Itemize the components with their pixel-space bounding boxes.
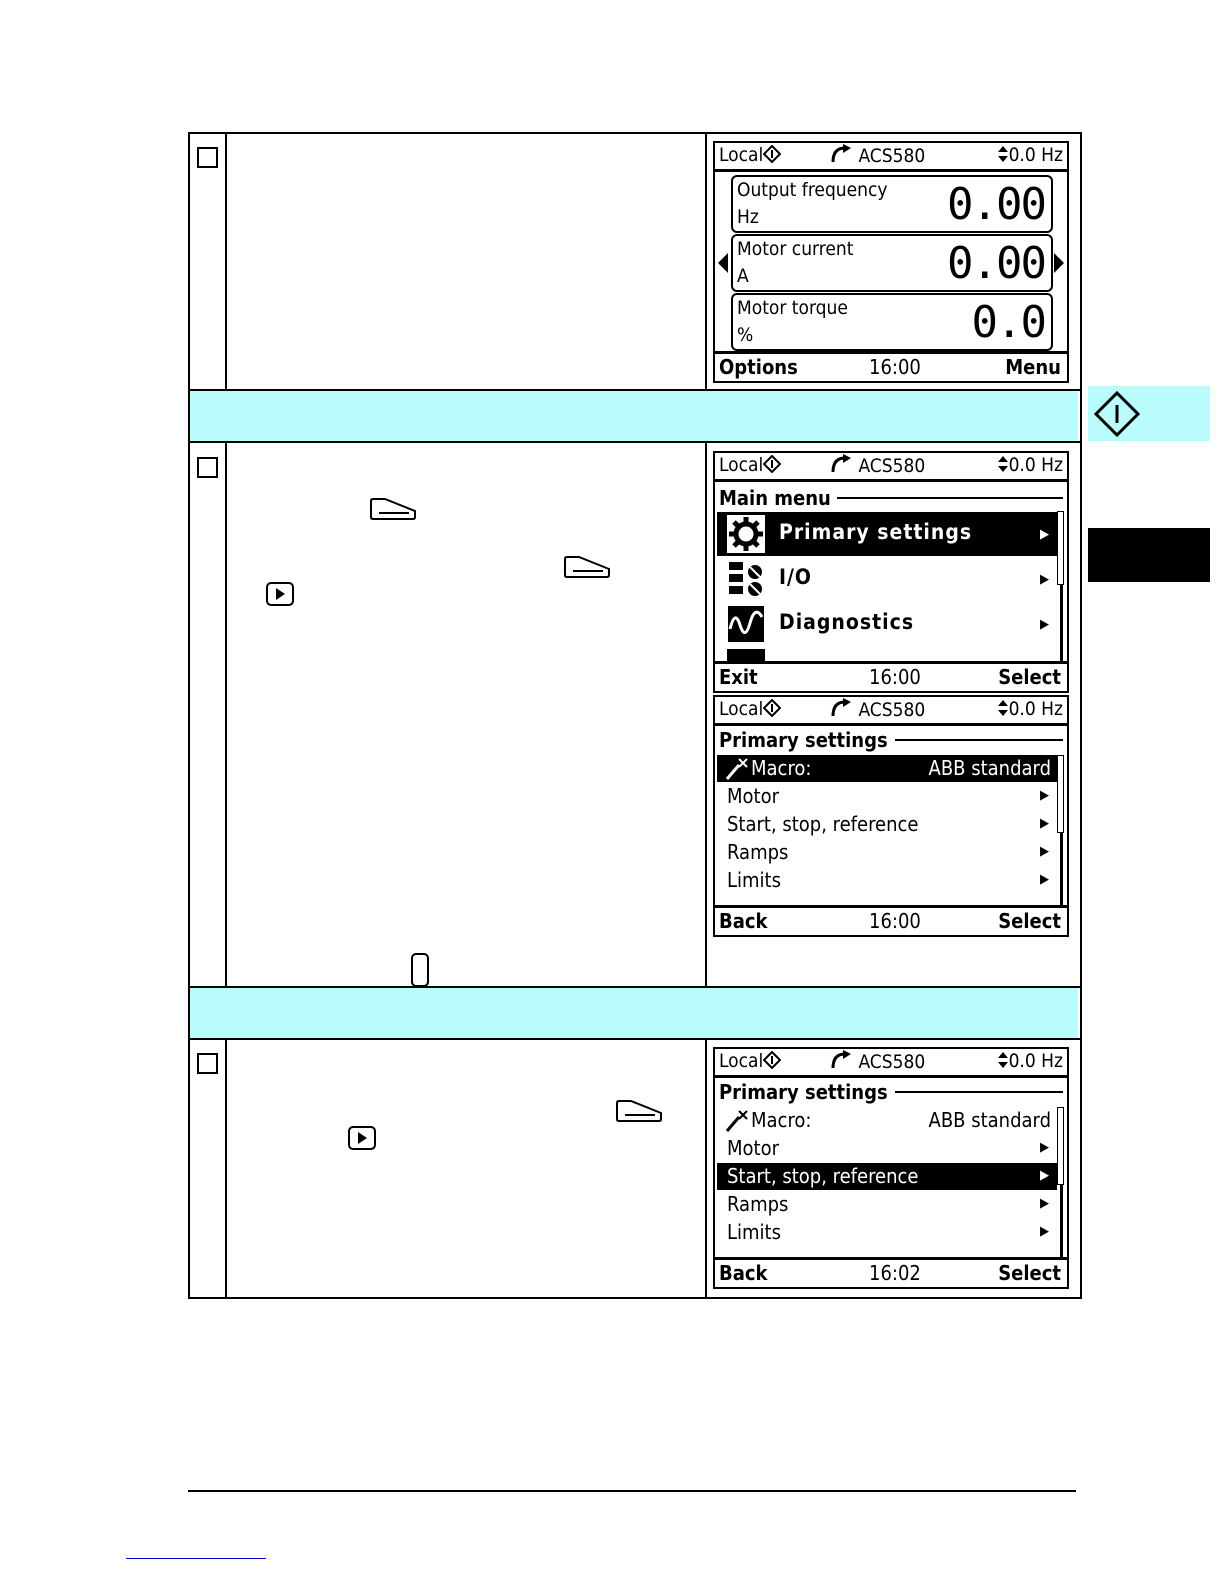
macro-wand-icon	[725, 1109, 749, 1133]
status-bar	[715, 143, 1067, 172]
reference-value: 0.0 Hz	[997, 454, 1063, 476]
setting-row-start-stop-reference[interactable]	[717, 811, 1057, 838]
menu-title: Primary settings	[719, 728, 888, 752]
softkey-bar	[715, 1257, 1067, 1287]
step-checkbox[interactable]	[197, 1053, 218, 1074]
row-divider	[188, 441, 1080, 443]
row-divider	[188, 1038, 1080, 1040]
panel-main-menu	[713, 451, 1069, 693]
updown-icon	[997, 1051, 1009, 1069]
updown-icon	[997, 455, 1009, 473]
setting-row-macro[interactable]	[717, 755, 1057, 782]
tile-label: Output frequency	[737, 179, 888, 201]
control-location: Local	[719, 144, 781, 166]
menu-title: Primary settings	[719, 1080, 888, 1104]
section-band	[190, 988, 1078, 1038]
display-column-divider	[705, 442, 707, 987]
row-divider	[188, 986, 1080, 988]
title-rule	[895, 1091, 1063, 1093]
tile-unit: A	[737, 265, 749, 287]
tile-label: Motor torque	[737, 297, 848, 319]
chevron-right-icon: ▶	[1040, 844, 1049, 859]
status-bar	[715, 1049, 1067, 1078]
panel-primary-settings-start-stop	[713, 1047, 1069, 1289]
scrollbar-thumb[interactable]	[1057, 755, 1064, 833]
row-divider	[188, 389, 1080, 391]
menu-title: Main menu	[719, 486, 831, 510]
side-tab	[1088, 386, 1210, 441]
local-diamond-icon	[763, 145, 781, 163]
control-location: Local	[719, 1050, 781, 1072]
menu-item-label: Primary settings	[779, 520, 973, 544]
select-softkey[interactable]: Select	[998, 909, 1061, 933]
setting-label: Start, stop, reference	[727, 812, 919, 836]
panel-primary-settings	[713, 695, 1069, 937]
display-column-divider	[705, 1039, 707, 1297]
drive-name: ACS580	[829, 698, 925, 721]
title-rule	[895, 739, 1063, 741]
tile-motor-torque	[731, 293, 1053, 351]
back-softkey[interactable]: Back	[719, 1261, 768, 1285]
tile-motor-current	[731, 234, 1053, 292]
setting-row-start-stop-reference[interactable]	[717, 1163, 1057, 1190]
setting-row-ramps[interactable]	[717, 1191, 1057, 1218]
menu-item-label: Diagnostics	[779, 610, 915, 634]
updown-icon	[997, 145, 1009, 163]
setting-label: Ramps	[727, 840, 789, 864]
softkey-icon	[563, 555, 611, 579]
io-icon	[727, 560, 765, 598]
softkey-bar	[715, 351, 1067, 381]
setting-row-limits[interactable]	[717, 1219, 1057, 1246]
checkbox-column-divider	[225, 1039, 227, 1297]
softkey-icon	[615, 1099, 663, 1123]
setting-label: Start, stop, reference	[727, 1164, 919, 1188]
status-bar	[715, 453, 1067, 482]
select-softkey[interactable]: Select	[998, 1261, 1061, 1285]
chevron-right-icon: ▶	[1040, 1224, 1049, 1239]
setting-row-motor[interactable]	[717, 783, 1057, 810]
tile-label: Motor current	[737, 238, 854, 260]
control-location: Local	[719, 454, 781, 476]
drive-name: ACS580	[829, 144, 925, 167]
display-column-divider	[705, 132, 707, 390]
setting-row-ramps[interactable]	[717, 839, 1057, 866]
setting-label: Motor	[727, 1136, 779, 1160]
status-bar	[715, 697, 1067, 726]
setting-row-limits[interactable]	[717, 867, 1057, 894]
clock: 16:00	[869, 909, 921, 933]
setting-row-motor[interactable]	[717, 1135, 1057, 1162]
menu-item-partial	[727, 649, 765, 661]
menu-softkey[interactable]: Menu	[1005, 355, 1061, 379]
drive-name: ACS580	[829, 1050, 925, 1073]
tile-value: 0.00	[947, 238, 1045, 289]
softkey-icon	[369, 497, 417, 521]
setting-label: Limits	[727, 868, 781, 892]
footer-link-underline[interactable]	[126, 1558, 266, 1559]
reference-value: 0.0 Hz	[997, 698, 1063, 720]
drive-name: ACS580	[829, 454, 925, 477]
rotation-arrow-icon	[829, 698, 853, 718]
setting-value: ABB standard	[928, 1108, 1051, 1132]
section-band	[190, 391, 1078, 441]
back-softkey[interactable]: Back	[719, 909, 768, 933]
options-softkey[interactable]: Options	[719, 355, 798, 379]
left-arrow-icon	[717, 253, 729, 273]
chevron-right-icon: ▶	[1040, 1168, 1049, 1183]
scrollbar-thumb[interactable]	[1057, 1107, 1064, 1185]
setting-label: Macro:	[751, 756, 812, 780]
diagnostics-icon	[727, 605, 765, 643]
softkey-bar	[715, 661, 1067, 691]
chevron-right-icon: ▶	[1040, 617, 1049, 632]
tile-unit: Hz	[737, 206, 759, 228]
start-stop-diamond-icon	[1094, 391, 1140, 437]
setting-label: Limits	[727, 1220, 781, 1244]
macro-wand-icon	[725, 757, 749, 781]
rotation-arrow-icon	[829, 1050, 853, 1070]
right-arrow-icon	[1053, 253, 1065, 273]
menu-item-diagnostics[interactable]	[717, 602, 1057, 646]
exit-softkey[interactable]: Exit	[719, 665, 758, 689]
tile-output-frequency	[731, 175, 1053, 233]
local-diamond-icon	[763, 1051, 781, 1069]
gear-icon	[727, 515, 765, 553]
setting-label: Motor	[727, 784, 779, 808]
rotation-arrow-icon	[829, 144, 853, 164]
tile-unit: %	[737, 324, 754, 346]
page-footer-rule	[188, 1490, 1076, 1492]
chevron-right-icon: ▶	[1040, 527, 1049, 542]
chevron-right-icon: ▶	[1040, 1140, 1049, 1155]
reference-value: 0.0 Hz	[997, 144, 1063, 166]
control-location: Local	[719, 698, 781, 720]
local-diamond-icon	[763, 455, 781, 473]
reference-value: 0.0 Hz	[997, 1050, 1063, 1072]
local-diamond-icon	[763, 699, 781, 717]
panel-home-view	[713, 141, 1069, 383]
clock: 16:02	[869, 1261, 921, 1285]
menu-item-label: I/O	[779, 565, 812, 589]
chevron-right-icon: ▶	[1040, 1196, 1049, 1211]
checkbox-column-divider	[225, 442, 227, 987]
chevron-right-icon: ▶	[1040, 788, 1049, 803]
step-checkbox[interactable]	[197, 457, 218, 478]
clock: 16:00	[869, 355, 921, 379]
chevron-right-icon: ▶	[1040, 816, 1049, 831]
updown-icon	[997, 699, 1009, 717]
right-arrow-key-icon	[348, 1126, 376, 1150]
chevron-right-icon: ▶	[1040, 572, 1049, 587]
setting-label: Macro:	[751, 1108, 812, 1132]
setting-value: ABB standard	[928, 756, 1051, 780]
select-softkey[interactable]: Select	[998, 665, 1061, 689]
step-checkbox[interactable]	[197, 147, 218, 168]
clock: 16:00	[869, 665, 921, 689]
title-rule	[837, 497, 1063, 499]
scrollbar-thumb[interactable]	[1057, 511, 1064, 585]
chevron-right-icon: ▶	[1040, 872, 1049, 887]
chapter-tab	[1088, 528, 1210, 582]
key-icon	[410, 953, 430, 987]
rotation-arrow-icon	[829, 454, 853, 474]
right-arrow-key-icon	[266, 582, 294, 606]
setting-label: Ramps	[727, 1192, 789, 1216]
tile-value: 0.0	[971, 297, 1045, 348]
setting-row-macro[interactable]	[717, 1107, 1057, 1134]
checkbox-column-divider	[225, 132, 227, 390]
menu-item-io[interactable]	[717, 557, 1057, 601]
tile-value: 0.00	[947, 179, 1045, 230]
softkey-bar	[715, 905, 1067, 935]
menu-item-primary-settings[interactable]	[717, 512, 1057, 556]
